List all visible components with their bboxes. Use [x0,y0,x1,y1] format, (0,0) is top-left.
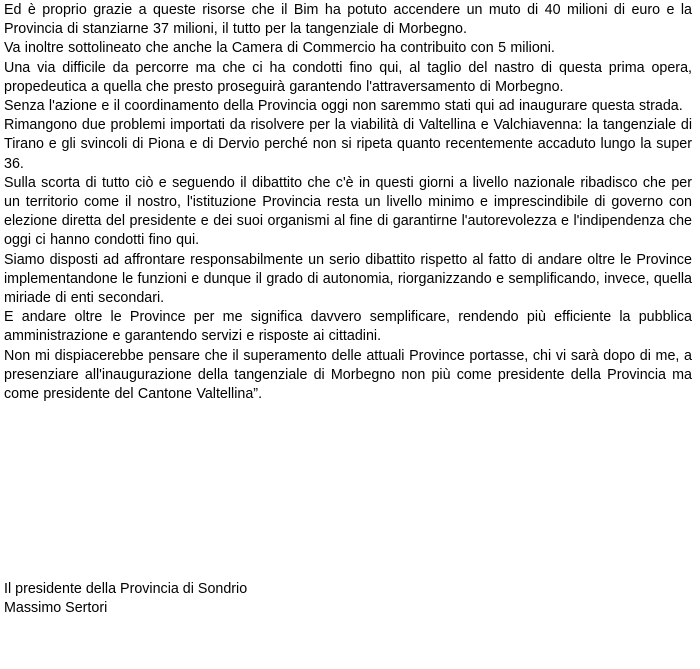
paragraph-4: Senza l'azione e il coordinamento della Provincia oggi non saremmo stati qui ad inaugurare questa strada. [4,98,683,115]
paragraph-6: Sulla scorta di tutto ciò e seguendo il dibattito che c'è in questi giorni a livello nazionale ribadisco che per un territorio come il nostro, l'istituzione Provincia resta un livello minimo e imprescindibile di governo con elezione diretta del presidente e dei suoi organismi al fine di garantirne l'autorevolezza e l'indipendenza che oggi ci hanno condotti fino qui. [4,174,692,249]
paragraph-9: Non mi dispiacerebbe pensare che il superamento delle attuali Province portasse, chi vi sarà dopo di me, a presenziare all'inaugurazione della tangenziale di Morbegno non più come presidente della Provincia ma come presidente del Cantone Valtellina”. [4,347,692,403]
paragraph-1: Ed è proprio grazie a queste risorse che il Bim ha potuto accendere un muto di 40 milioni di euro e la Provincia di stanziarne 37 milioni, il tutto per la tangenziale di Morbegno. [4,2,692,38]
document-body [4,0,692,404]
document-page [4,0,692,404]
paragraph-2: Va inoltre sottolineato che anche la Camera di Commercio ha contribuito con 5 milioni. [4,40,555,57]
paragraph-3: Una via difficile da percorre ma che ci ha condotti fino qui, al taglio del nastro di questa prima opera, propedeutica a quella che presto proseguirà garantendo l'attraversamento di Morbegno. [4,59,692,95]
paragraph-8: E andare oltre le Province per me significa davvero semplificare, rendendo più efficiente la pubblica amministrazione e garantendo servizi e risposte ai cittadini. [4,309,692,345]
signature-block [4,580,504,618]
signature-name: Massimo Sertori [4,600,108,617]
signature-role: Il presidente della Provincia di Sondrio [4,581,248,597]
paragraph-7: Siamo disposti ad affrontare responsabilmente un serio dibattito rispetto al fatto di andare oltre le Province implementandone le funzioni e dunque il grado di autonomia, riorganizzando e semplificando, invece, quella miriade di enti secondari. [4,251,692,307]
paragraph-5: Rimangono due problemi importati da risolvere per la viabilità di Valtellina e Valchiavenna: la tangenziale di Tirano e gli svincoli di Piona e di Dervio perché non si ripeta quanto recentemente accaduto lungo la super 36. [4,117,692,172]
